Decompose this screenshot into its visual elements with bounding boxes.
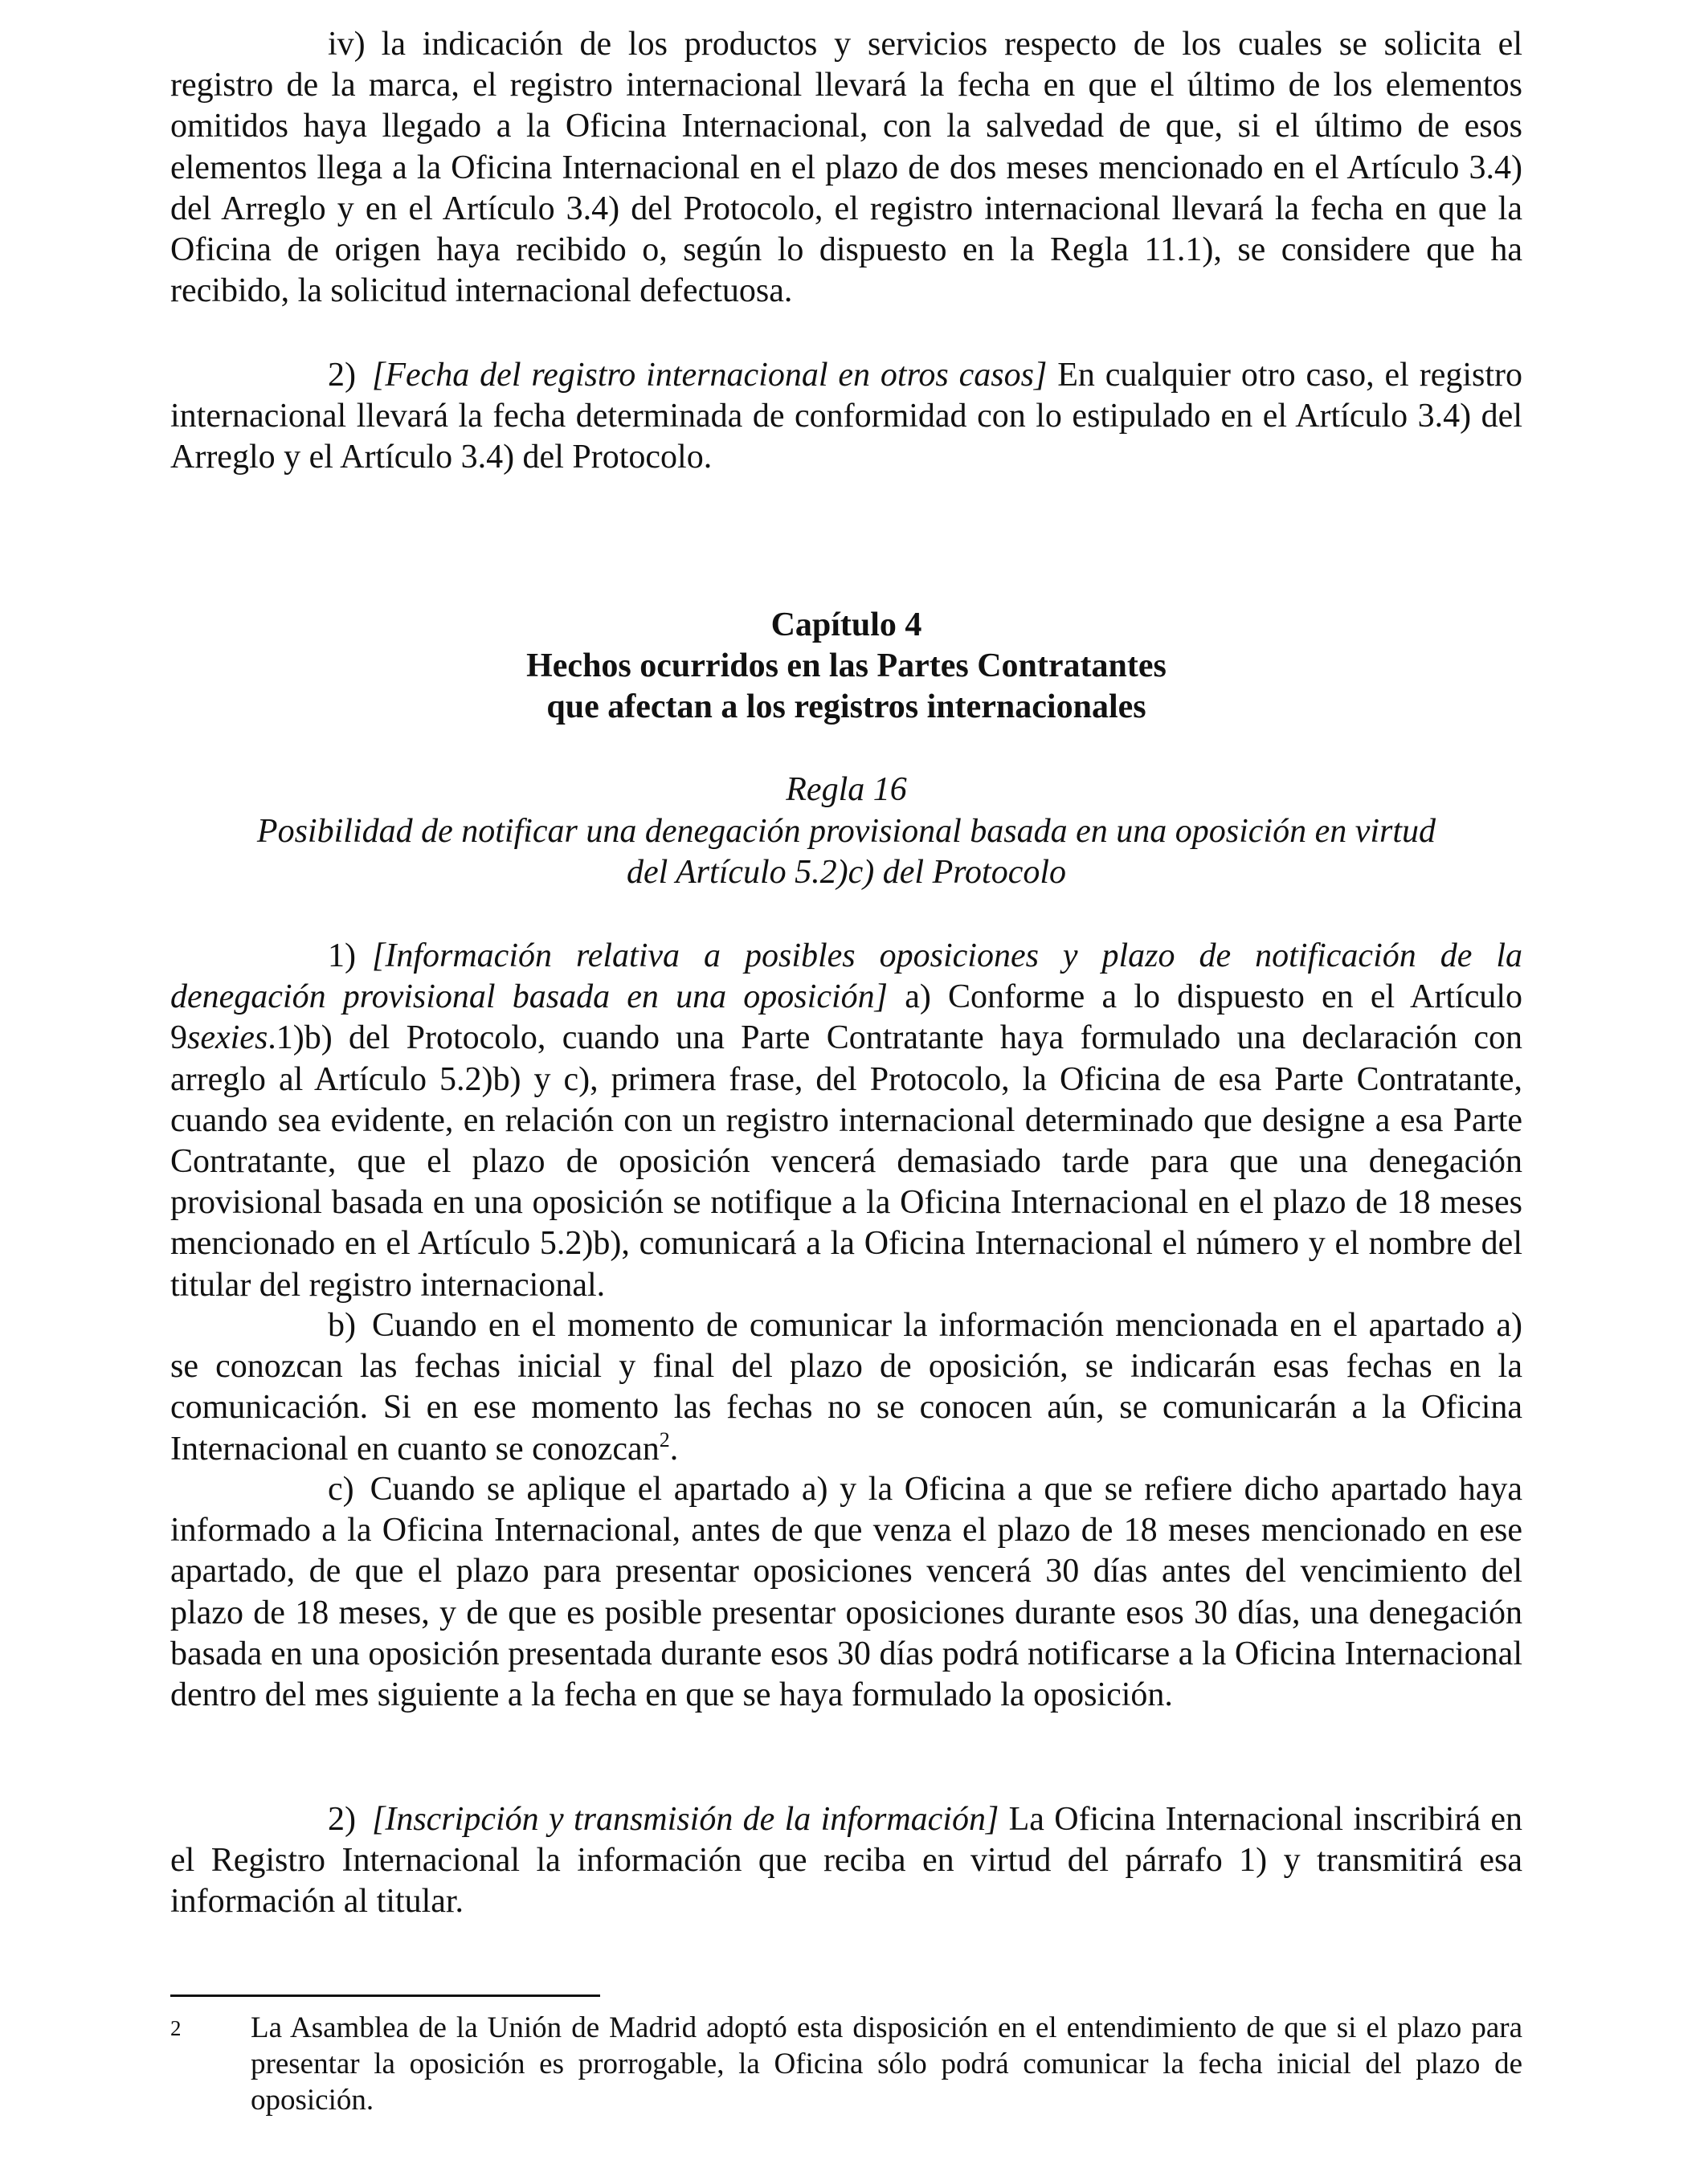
rule-title-line2: del Artículo 5.2)c) del Protocolo xyxy=(626,854,1067,891)
paragraph-1b-label: b) xyxy=(328,1307,356,1344)
paragraph-1-title: [Información relativa a posibles oposiciones y plazo de notificación de la denegación provisional basada en una oposición] xyxy=(170,937,1522,1016)
paragraph-1a-text-start: a) Conforme a lo dispuesto en el Artículo 9 xyxy=(170,978,1523,1057)
paragraph-1a xyxy=(170,936,1522,1306)
paragraph-2-number: 2) xyxy=(328,1801,356,1838)
paragraph-1b-text: Cuando en el momento de comunicar la información mencionada en el apartado a) se conozcan las fechas inicial y final del plazo de oposición, se indicarán esas fechas en la comunicación. Si en ese momento las fechas no se conocen aún, se comunicarán a la Oficina Internacional en cuanto se conozcan xyxy=(170,1307,1522,1468)
paragraph-1c-label: c) xyxy=(328,1471,354,1508)
date-other-cases-text: En cualquier otro caso, el registro internacional llevará la fecha determinada de conformidad con lo estipulado en el Artículo 3.4) del Arreglo y el Artículo 3.4) del Protocolo. xyxy=(170,357,1523,476)
footnote-reference: 2 xyxy=(659,1427,670,1451)
paragraph-1a-text-end: .1)b) del Protocolo, cuando una Parte Contratante haya formulado una declaración con arreglo al Artículo 5.2)b) y c), primera frase, del Protocolo, la Oficina de esa Parte Contratante, cuando sea evidente, en relación con un registro internacional determinado que designe a esa Parte Contratante, que el plazo de oposición vencerá demasiado tarde para que una denegación provisional basada en una oposición se notifique a la Oficina Internacional en el plazo de 18 meses mencionado en el Artículo 5.2)b), comunicará a la Oficina Internacional el número y el nombre del titular del registro internacional. xyxy=(170,1019,1522,1304)
chapter-title-line1: Hechos ocurridos en las Partes Contratantes xyxy=(526,647,1167,684)
item-iv-text: la indicación de los productos y servicios respecto de los cuales se solicita el registro de la marca, el registro internacional llevará la fecha en que el último de los elementos omitidos haya llegado a la Oficina Internacional, con la salvedad de que, si el último de esos elementos llega a la Oficina Internacional en el plazo de dos meses mencionado en el Artículo 3.4) del Arreglo y en el Artículo 3.4) del Protocolo, el registro internacional llevará la fecha en que la Oficina de origen haya recibido o, según lo dispuesto en la Regla 11.1), se considere que ha recibido, la solicitud internacional defectuosa. xyxy=(170,26,1522,310)
paragraph-1c xyxy=(170,1469,1522,1716)
paragraph-2 xyxy=(170,1799,1522,1923)
paragraph-1c-text: Cuando se aplique el apartado a) y la Oficina a que se refiere dicho apartado haya informado a la Oficina Internacional, antes de que venza el plazo de 18 meses mencionado en ese apartado, de que el plazo para presentar oposiciones vencerá 30 días antes del vencimiento del plazo de 18 meses, y de que es posible presentar oposiciones durante esos 30 días, una denegación basada en una oposición presentada durante esos 30 días podrá notificarse a la Oficina Internacional dentro del mes siguiente a la fecha en que se haya formulado la oposición. xyxy=(170,1471,1522,1714)
paragraph-1a-italic-word: sexies xyxy=(187,1019,268,1057)
date-other-cases-paragraph xyxy=(170,355,1522,479)
rule-title-line1: Posibilidad de notificar una denegación provisional basada en una oposición en virtud xyxy=(256,813,1436,850)
footnote-text: La Asamblea de la Unión de Madrid adoptó esta disposición en el entendimiento de que si el plazo para presentar la oposición es prorrogable, la Oficina sólo podrá comunicar la fecha inicial del plazo de oposición. xyxy=(251,2011,1522,2117)
footnote-number: 2 xyxy=(170,2016,182,2040)
chapter-number: Capítulo 4 xyxy=(770,606,922,643)
paragraph-1-number: 1) xyxy=(328,937,356,974)
paragraph-1b-end: . xyxy=(669,1430,679,1468)
paragraph-2-title: [Inscripción y transmisión de la información] xyxy=(372,1801,999,1838)
paragraph-2-text: La Oficina Internacional inscribirá en el Registro Internacional la información que reciba en virtud del párrafo 1) y transmitirá esa información al titular. xyxy=(170,1801,1523,1921)
date-other-cases-number: 2) xyxy=(328,357,356,394)
item-iv-label: iv) xyxy=(328,26,366,63)
paragraph-1b xyxy=(170,1305,1522,1470)
chapter-title-line2: que afectan a los registros internacionales xyxy=(546,688,1146,725)
date-other-cases-title: [Fecha del registro internacional en otros casos] xyxy=(372,357,1048,394)
footnote-separator xyxy=(170,1994,600,1997)
rule-number: Regla 16 xyxy=(786,771,907,808)
item-iv-paragraph xyxy=(170,24,1522,312)
